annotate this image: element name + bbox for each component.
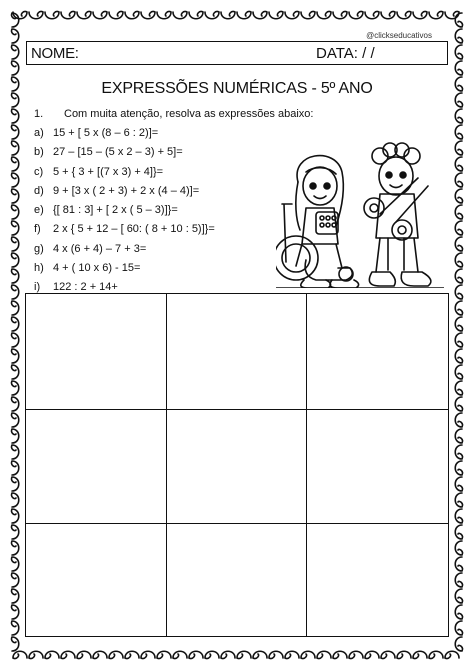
credit-text: @clickseducativos	[366, 31, 432, 40]
expression-text: 9 + [3 x ( 2 + 3) + 2 x (4 – 4)]=	[53, 184, 200, 197]
answer-box[interactable]	[167, 294, 308, 410]
expression-text: 4 + ( 10 x 6) - 15=	[53, 262, 141, 275]
expression-label: c)	[34, 165, 44, 178]
header-box	[26, 41, 448, 65]
answer-grid	[25, 293, 449, 637]
expression-text: 2 x { 5 + 12 – [ 60: ( 8 + 10 : 5)]}=	[53, 223, 215, 236]
expression-text: 122 : 2 + 14+	[53, 281, 118, 294]
date-label: DATA: / /	[316, 45, 375, 62]
answer-box[interactable]	[167, 524, 308, 636]
name-label: NOME:	[31, 45, 79, 62]
answer-box[interactable]	[167, 410, 308, 524]
expression-label: h)	[34, 262, 44, 275]
expression-item	[34, 146, 215, 165]
expression-label: g)	[34, 242, 44, 255]
expression-text: 27 – [15 – (5 x 2 – 3) + 5]=	[53, 146, 183, 159]
instruction-number: 1.	[34, 108, 44, 120]
expression-text: 4 x (6 + 4) – 7 + 3=	[53, 242, 147, 255]
expression-label: d)	[34, 184, 44, 197]
expression-item	[34, 166, 215, 185]
expression-list	[34, 127, 215, 301]
expression-item	[34, 223, 215, 242]
expression-label: b)	[34, 146, 44, 159]
page-title: EXPRESSÕES NUMÉRICAS - 5º ANO	[101, 80, 373, 97]
answer-box[interactable]	[26, 410, 167, 524]
expression-label: i)	[34, 281, 41, 294]
girl-scissors-figure	[364, 143, 431, 286]
expression-item	[34, 243, 215, 262]
expression-item	[34, 262, 215, 281]
expression-label: f)	[34, 223, 41, 236]
expression-item	[34, 127, 215, 146]
instruction	[34, 108, 313, 120]
expression-text: 15 + [ 5 x (8 – 6 : 2)]=	[53, 127, 159, 139]
expression-text: {[ 81 : 3] + [ 2 x ( 5 – 3)]}=	[53, 204, 178, 217]
instruction-text: Com muita atenção, resolva as expressões abaixo:	[64, 108, 314, 120]
expression-item	[34, 204, 215, 223]
children-illustration	[276, 142, 444, 288]
answer-box[interactable]	[26, 294, 167, 410]
expression-label: a)	[34, 127, 44, 139]
expression-label: e)	[34, 204, 44, 217]
answer-box[interactable]	[307, 294, 448, 410]
answer-box[interactable]	[307, 410, 448, 524]
answer-box[interactable]	[307, 524, 448, 636]
expression-text: 5 + { 3 + [(7 x 3) + 4]}=	[53, 165, 164, 178]
girl-wheelchair-figure	[276, 156, 359, 288]
expression-item	[34, 185, 215, 204]
answer-box[interactable]	[26, 524, 167, 636]
